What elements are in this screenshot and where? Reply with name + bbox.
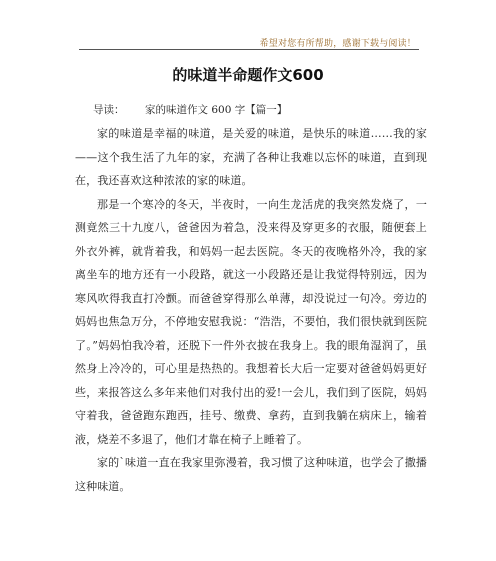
header-note: 希望对您有所帮助，感谢下载与阅读！ [259, 39, 416, 49]
paragraph-1: 家的味道是幸福的味道，是关爱的味道，是快乐的味道……我的家——这个我生活了九年的家，充满了各种让我难以忘怀的味道，直到现在，我还喜欢这种浓浓的家的味道。 [75, 127, 427, 187]
guide-label: 导读： [93, 104, 125, 116]
header-divider [79, 49, 419, 50]
paragraph-2: 那是一个寒冷的冬天，半夜时，一向生龙活虎的我突然发烧了，一测竟然三十九度八，爸爸因为着急，没来得及穿更多的衣服，随便套上外衣外裤，就背着我，和妈妈一起去医院。冬天的夜晚格外冷，我的家离坐车的地方还有一小段路，就这一小段路还是让我觉得特别远，因为寒风吹得我直打冷颤。而爸爸穿得那么单薄，却没说过一句冷。旁边的妈妈也焦急万分，不停地安慰我说：“浩浩，不要怕，我们很快就到医院了。”妈妈怕我冷着，还脱下一件外衣披在我身上。我的眼角湿润了，虽然身上冷冷的，可心里是热热的。我想着长大后一定要对爸爸妈妈更好些，来报答这么多年来他们对我付出的爱!一会儿，我们到了医院，妈妈守着我，爸爸跑东跑西，挂号、缴费、拿药，直到我躺在病床上，输着液，烧差不多退了，他们才靠在椅子上睡着了。 [75, 197, 427, 446]
article-body [75, 122, 427, 498]
guide-line [93, 102, 287, 117]
page-title: 的味道半命题作文600 [172, 66, 324, 84]
guide-text: 家的味道作文 600 字【篇一】 [145, 104, 288, 116]
paragraph-3: 家的`味道一直在我家里弥漫着，我习惯了这种味道，也学会了撒播这种味道。 [75, 456, 427, 493]
